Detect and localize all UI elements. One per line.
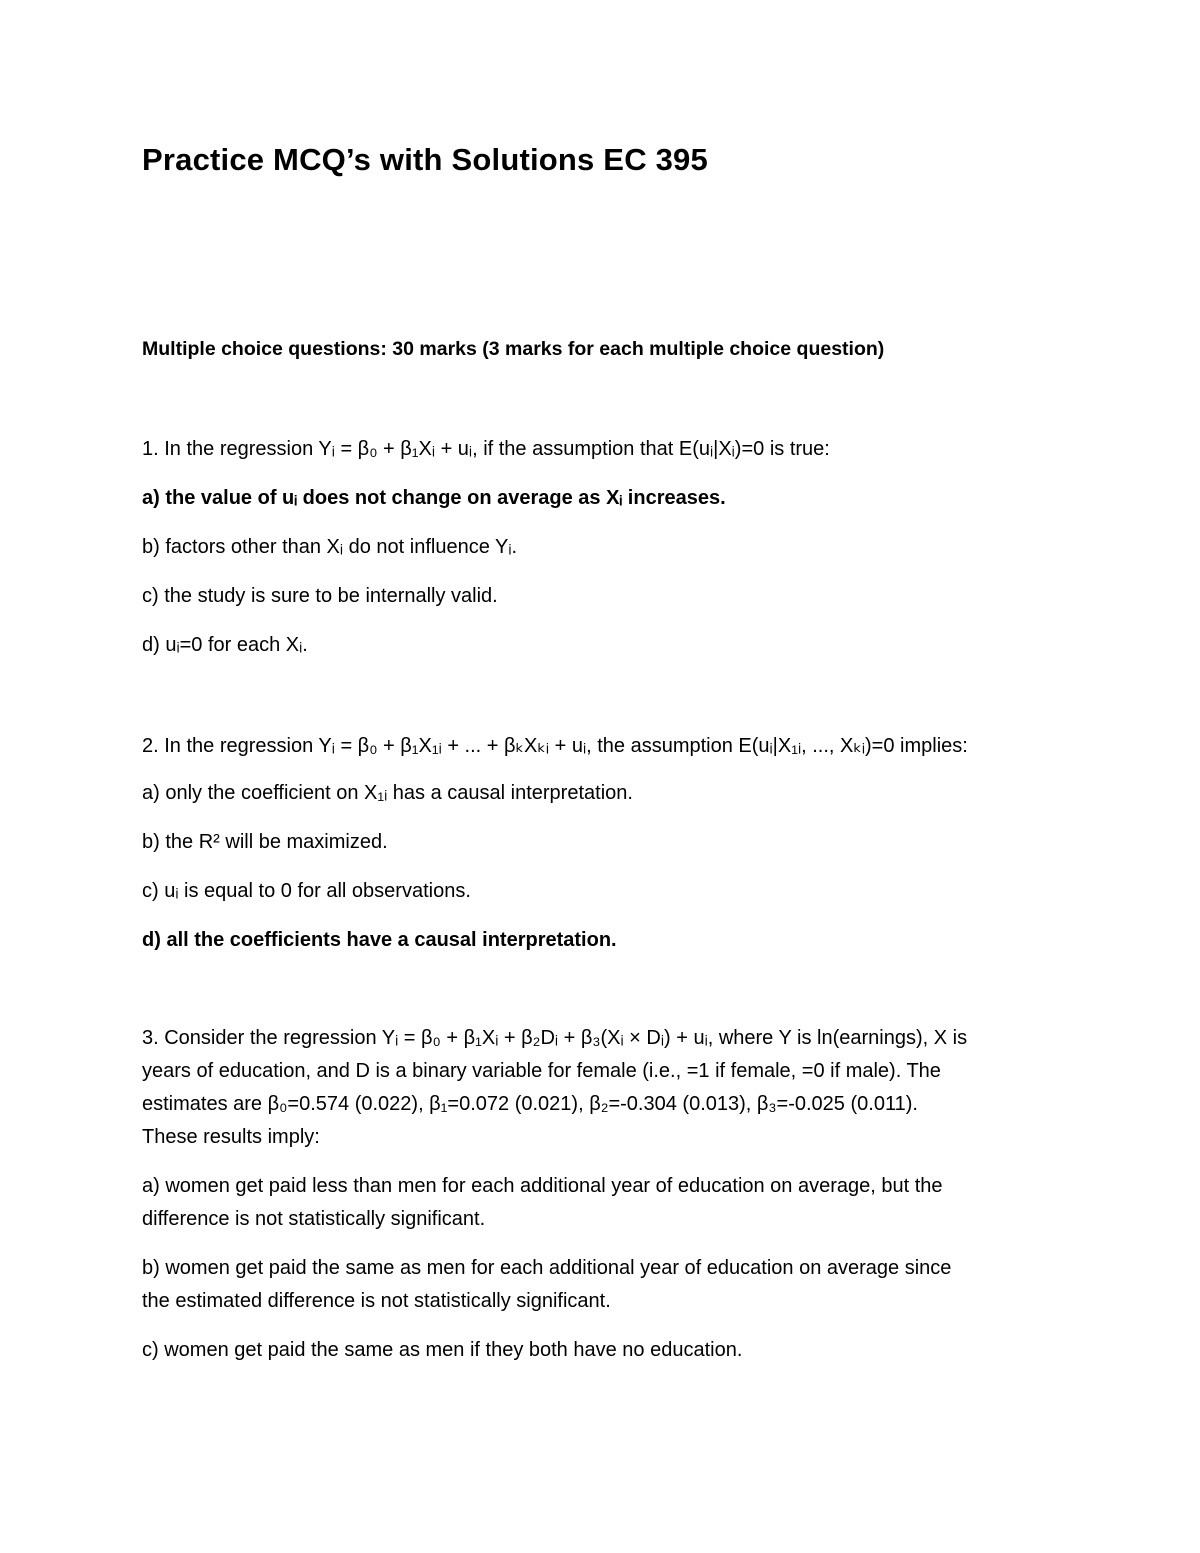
question-2-option-b — [142, 831, 388, 854]
question-3-option-a — [142, 1175, 943, 1198]
question-3-stem-line-1: 3. Consider the regression Yᵢ = β₀ + β₁Xᵢ + β₂Dᵢ + β₃(Xᵢ × Dᵢ) + uᵢ, where Y is ln(earnings), X is — [142, 1027, 968, 1049]
option-label: a) — [142, 1175, 160, 1197]
question-3-option-b — [142, 1257, 951, 1280]
option-text: women get paid the same as men if they both have no education. — [164, 1339, 743, 1361]
question-3-option-b-cont: the estimated difference is not statistically significant. — [142, 1290, 611, 1312]
option-label: c) — [142, 880, 159, 902]
option-text: women get paid less than men for each additional year of education on average, but the — [165, 1175, 943, 1197]
document-title: Practice MCQ’s with Solutions EC 395 — [142, 142, 708, 177]
section-heading: Multiple choice questions: 30 marks (3 marks for each multiple choice question) — [142, 338, 885, 360]
option-label: c) — [142, 1339, 159, 1361]
question-3-option-c — [142, 1339, 742, 1362]
option-text: uᵢ=0 for each Xᵢ. — [165, 634, 308, 656]
question-1-option-a — [142, 487, 726, 510]
option-label: a) — [142, 487, 160, 509]
option-text: the R² will be maximized. — [165, 831, 388, 853]
option-label: d) — [142, 929, 161, 951]
option-text: factors other than Xᵢ do not influence Yᵢ. — [165, 536, 518, 558]
question-2-option-c — [142, 880, 471, 903]
option-label: a) — [142, 782, 160, 804]
question-3-option-a-cont: difference is not statistically significant. — [142, 1208, 486, 1230]
question-3-stem-line-4: These results imply: — [142, 1126, 320, 1148]
option-label: c) — [142, 585, 159, 607]
option-label: b) — [142, 1257, 160, 1279]
question-2-option-d — [142, 929, 617, 952]
option-text: women get paid the same as men for each additional year of education on average since — [165, 1257, 952, 1279]
option-text: all the coefficients have a causal interpretation. — [166, 929, 617, 951]
question-1-option-c — [142, 585, 498, 608]
option-text: only the coefficient on X₁ᵢ has a causal interpretation. — [165, 782, 633, 804]
option-label: b) — [142, 831, 160, 853]
option-text: the study is sure to be internally valid. — [164, 585, 498, 607]
question-3-stem-line-2: years of education, and D is a binary variable for female (i.e., =1 if female, =0 if male). The — [142, 1060, 941, 1082]
option-label: d) — [142, 634, 160, 656]
option-text: the value of uᵢ does not change on average as Xᵢ increases. — [165, 487, 726, 509]
question-2-stem: 2. In the regression Yᵢ = β₀ + β₁X₁ᵢ + ... + βₖXₖᵢ + uᵢ, the assumption E(uᵢ|X₁ᵢ, ..., Xₖᵢ)=0 implies: — [142, 735, 968, 757]
question-1-option-d — [142, 634, 308, 657]
option-text: uᵢ is equal to 0 for all observations. — [164, 880, 471, 902]
option-label: b) — [142, 536, 160, 558]
question-1-option-b — [142, 536, 517, 559]
question-3-stem-line-3: estimates are β₀=0.574 (0.022), β₁=0.072 (0.021), β₂=-0.304 (0.013), β₃=-0.025 (0.011). — [142, 1093, 918, 1115]
question-1-stem: 1. In the regression Yᵢ = β₀ + β₁Xᵢ + uᵢ, if the assumption that E(uᵢ|Xᵢ)=0 is true: — [142, 438, 830, 460]
question-2-option-a — [142, 782, 633, 805]
